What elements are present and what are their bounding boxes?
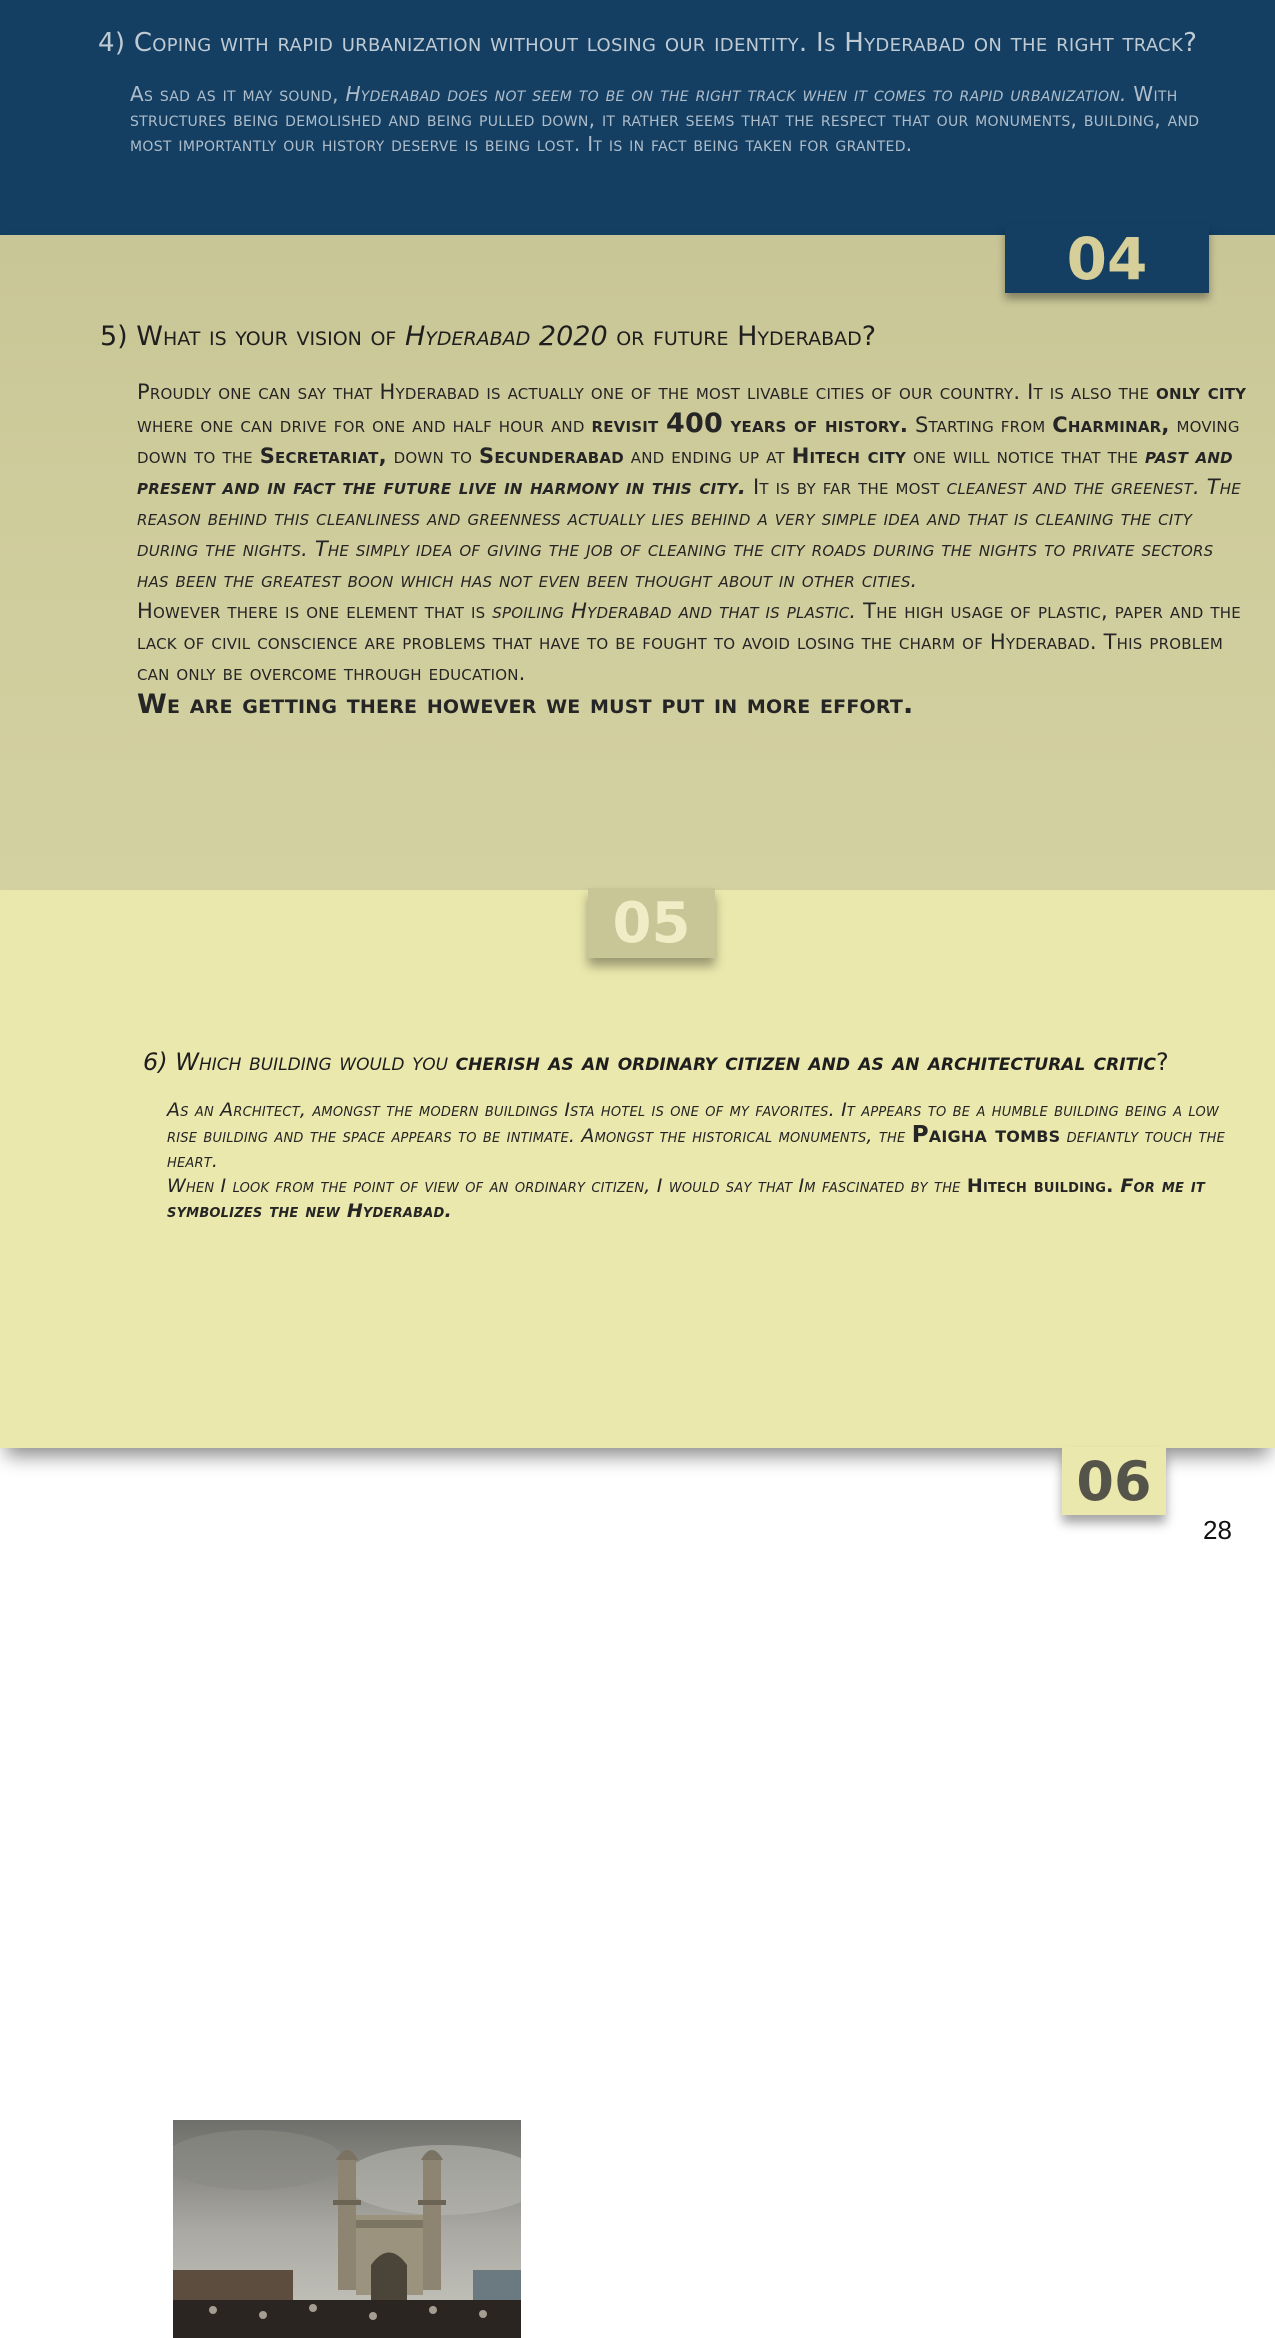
page-number: 28 bbox=[1203, 1515, 1232, 1545]
text-run: moving down to the bbox=[137, 413, 1240, 468]
question-6-part: ? bbox=[1155, 1048, 1169, 1076]
section-6-panel bbox=[0, 890, 1275, 1448]
section-number-05: 05 bbox=[588, 888, 715, 958]
text-run-bold: Paigha tombs bbox=[911, 1122, 1061, 1148]
text-run-bold: only city bbox=[1156, 380, 1247, 404]
text-run-bold: revisit bbox=[591, 413, 666, 437]
text-run: Proudly one can say that Hyderabad is actually one of the most livable cities of our country. It is also the bbox=[137, 380, 1157, 404]
answer-6-paragraph-1 bbox=[167, 1098, 1247, 1174]
answer-5-paragraph-2 bbox=[137, 596, 1247, 689]
text-run-italic: and that is plastic. bbox=[678, 599, 857, 623]
text-run: However there is one element that is bbox=[137, 599, 493, 623]
text-run-italic: When I look from the point of view of an ordinary citizen, I would say that Im fascinated by the bbox=[167, 1175, 967, 1197]
question-4: 4) Coping with rapid urbanization without losing our identity. Is Hyderabad on the right track? bbox=[98, 28, 1198, 58]
text-run-italic: Hyderabad bbox=[564, 599, 679, 623]
question-5 bbox=[100, 321, 876, 352]
text-run-bold: years of history. bbox=[722, 413, 909, 437]
text-run: down to bbox=[386, 444, 479, 468]
answer-4-part: As sad as it may sound, bbox=[130, 82, 346, 106]
answer-4 bbox=[130, 82, 1210, 157]
text-run-italic: spoiling bbox=[492, 599, 565, 623]
text-run-bold: Hitech city bbox=[791, 444, 907, 468]
question-6 bbox=[143, 1048, 1169, 1076]
text-run: It is by far the most bbox=[746, 475, 947, 499]
answer-4-emphasis: Hyderabad does not seem to be on the right track when it comes to rapid urbanization. bbox=[345, 82, 1127, 106]
text-run-italic: As an Architect, amongst the modern buildings Ista hotel is one of my favorites. It appears to be a humble building being a low rise building and the space appears to be intimate. Amongst the historical monuments, the bbox=[167, 1099, 1219, 1147]
text-run: where one can drive for one and half hour and bbox=[137, 413, 592, 437]
text-run: one will notice that the bbox=[906, 444, 1146, 468]
answer-4-part: With structures being demolished and being pulled down, it rather seems that the respect that our monuments, building, and most importantly our history deserve is being lost. It is in fact being taken for granted. bbox=[130, 82, 1200, 156]
section-number-06: 06 bbox=[1062, 1447, 1166, 1515]
text-run-bold: Secretariat, bbox=[259, 444, 387, 468]
question-6-part: 6) Which building would you bbox=[143, 1048, 456, 1076]
text-run-bold: 400 bbox=[666, 408, 723, 439]
answer-5-paragraph-1 bbox=[137, 377, 1247, 596]
section-4-panel bbox=[0, 0, 1275, 235]
text-run-bold-italic: For me it symbolizes the new Hyderabad. bbox=[167, 1175, 1205, 1222]
text-run-bold: Charminar, bbox=[1052, 413, 1170, 437]
text-run-bold-italic: past and present and in fact the future live in harmony in this city. bbox=[137, 444, 1233, 499]
text-run: Starting from bbox=[908, 413, 1053, 437]
text-run: and ending up at bbox=[623, 444, 792, 468]
question-5-part: 5) What is your vision of bbox=[100, 321, 405, 352]
section-5-panel bbox=[0, 235, 1275, 890]
answer-5-closing: We are getting there however we must put in more effort. bbox=[137, 689, 914, 720]
charminar-photo bbox=[173, 2120, 521, 2338]
question-5-part: or future Hyderabad? bbox=[607, 321, 877, 352]
section-number-04: 04 bbox=[1005, 225, 1209, 293]
question-5-emphasis: Hyderabad 2020 bbox=[404, 321, 608, 352]
text-run-bold: Hitech building. bbox=[966, 1175, 1114, 1197]
text-run-italic: cleanest and the greenest. The reason behind this cleanliness and greenness actually lies behind a very simple idea and that is cleaning the city during the nights. The simply idea of giving the job of cleaning the city roads during the nights to private sectors has been the greatest boon which has not even been thought about in other cities. bbox=[137, 475, 1241, 592]
answer-6-paragraph-2 bbox=[167, 1174, 1247, 1224]
answer-6 bbox=[167, 1098, 1247, 1224]
text-run-bold: Secunderabad bbox=[479, 444, 624, 468]
text-run-italic: defiantly touch the heart. bbox=[167, 1125, 1225, 1172]
answer-5 bbox=[137, 377, 1247, 720]
question-6-emphasis: cherish as an ordinary citizen and as an architectural critic bbox=[455, 1048, 1156, 1076]
text-run: The high usage of plastic, paper and the lack of civil conscience are problems that have to be fought to avoid losing the charm of Hyderabad. This problem can only be overcome through education. bbox=[137, 599, 1241, 685]
